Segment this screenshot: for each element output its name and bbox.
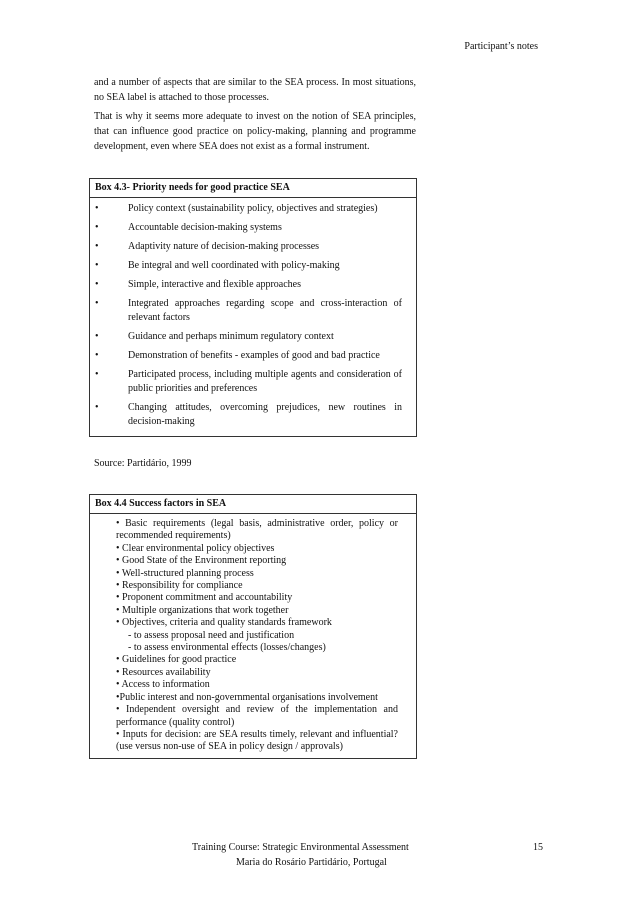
list-item-text: Be integral and well coordinated with policy-making: [128, 260, 340, 271]
list-item: [95, 278, 402, 292]
box-4-4: [89, 494, 417, 759]
list-item: • Access to information: [116, 679, 210, 691]
list-item: • Guidelines for good practice: [116, 654, 237, 666]
list-item: [95, 330, 402, 344]
bullet: •: [95, 402, 99, 413]
list-item: • Basic requirements (legal basis, administrative order, policy or recommended requirements): [116, 518, 398, 542]
list-item: • Multiple organizations that work together: [116, 604, 289, 616]
list-item: • Resources availability: [116, 666, 211, 678]
bullet: •: [95, 222, 99, 233]
list-item: [95, 368, 402, 396]
bullet: •: [95, 260, 99, 271]
list-item: [95, 349, 402, 363]
bullet: •: [95, 241, 99, 252]
list-item-text: Adaptivity nature of decision-making processes: [128, 241, 320, 252]
list-subitem: - to assess proposal need and justification: [128, 629, 295, 641]
list-item: [95, 202, 402, 216]
list-item: • Objectives, criteria and quality standards framework: [116, 617, 332, 629]
list-item-text: Guidance and perhaps minimum regulatory context: [128, 331, 334, 342]
box-4-3-title: Box 4.3- Priority needs for good practice SEA: [90, 179, 416, 198]
list-item-text: Integrated approaches regarding scope and cross-interaction of relevant factors: [128, 298, 402, 323]
list-item: • Clear environmental policy objectives: [116, 542, 275, 554]
intro-paragraph-2: That is why it seems more adequate to invest on the notion of SEA principles, that can influence good practice on policy-making, planning and programme development, even where SEA does not exist as a formal instrument.: [94, 111, 416, 152]
page-number: 15: [533, 842, 543, 853]
list-item-text: Participated process, including multiple agents and consideration of public priorities and preferences: [128, 369, 402, 394]
list-item: • Responsibility for compliance: [116, 580, 243, 592]
bullet: •: [95, 279, 99, 290]
list-item: [95, 240, 402, 254]
list-subitem: - to assess environmental effects (losses/changes): [128, 642, 326, 654]
intro-paragraph-1: and a number of aspects that are similar to the SEA process. In most situations, no SEA label is attached to those processes.: [94, 77, 416, 103]
bullet: •: [95, 331, 99, 342]
list-item: •Public interest and non-governmental organisations involvement: [116, 691, 378, 703]
bullet: •: [95, 298, 99, 309]
list-item-text: Simple, interactive and flexible approaches: [128, 279, 301, 290]
box-4-3-source: Source: Partidário, 1999: [94, 458, 192, 469]
bullet: •: [95, 369, 99, 380]
list-item: [95, 401, 402, 429]
list-item: [95, 221, 402, 235]
list-item-text: Policy context (sustainability policy, objectives and strategies): [128, 203, 378, 214]
box-4-4-title: Box 4.4 Success factors in SEA: [90, 495, 416, 514]
list-item: • Well-structured planning process: [116, 567, 254, 579]
box-4-4-list: [90, 514, 416, 758]
footer-course: Training Course: Strategic Environmental Assessment: [192, 842, 409, 853]
intro-text: [94, 75, 416, 158]
box-4-3: [89, 178, 417, 437]
list-item-text: Changing attitudes, overcoming prejudices, new routines in decision-making: [128, 402, 402, 427]
list-item: • Good State of the Environment reporting: [116, 555, 287, 567]
running-header: Participant’s notes: [464, 41, 538, 52]
bullet: •: [95, 203, 99, 214]
list-item: [95, 259, 402, 273]
list-item: • Independent oversight and review of the implementation and performance (quality control): [116, 704, 398, 728]
box-4-3-list: [90, 198, 416, 436]
list-item: [95, 297, 402, 325]
bullet: •: [95, 350, 99, 361]
footer-author: Maria do Rosário Partidário, Portugal: [236, 857, 387, 868]
list-item: • Inputs for decision: are SEA results timely, relevant and influential? (use versus non-use of SEA in policy design / approvals): [116, 728, 398, 753]
list-item-text: Accountable decision-making systems: [128, 222, 282, 233]
list-item: • Proponent commitment and accountability: [116, 592, 293, 604]
list-item-text: Demonstration of benefits - examples of good and bad practice: [128, 350, 380, 361]
